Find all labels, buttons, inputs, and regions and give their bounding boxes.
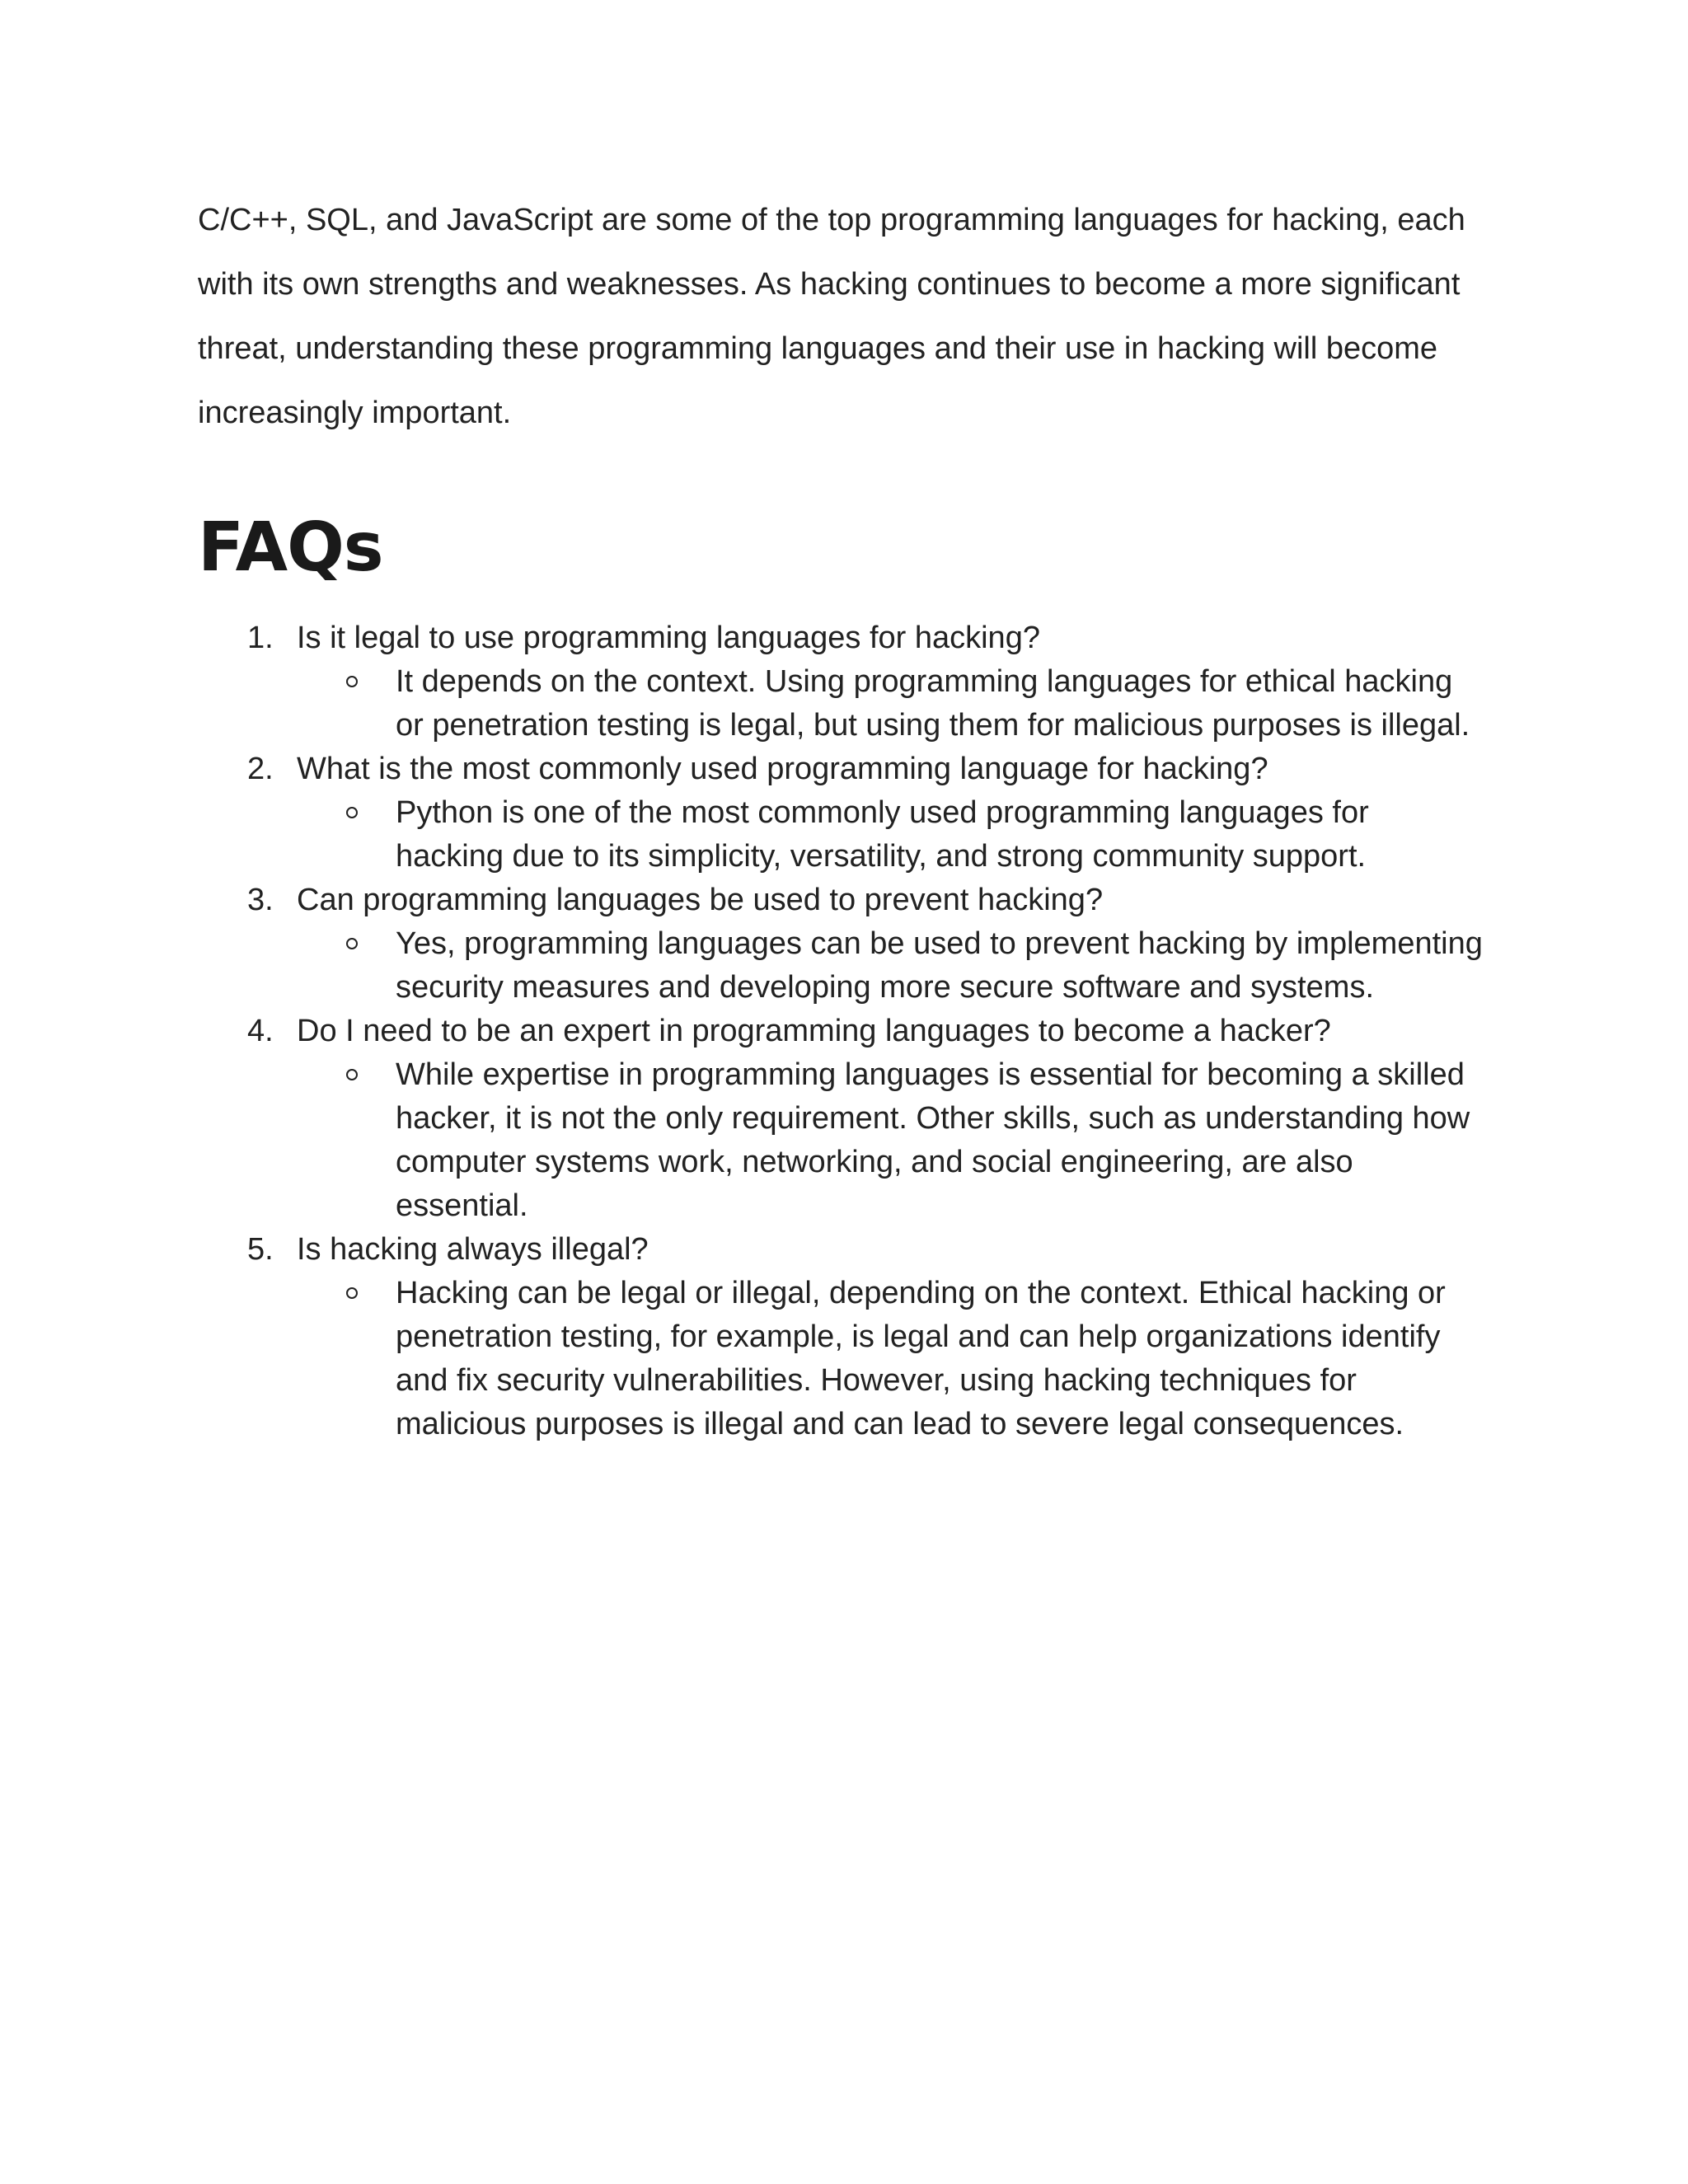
faq-question: Do I need to be an expert in programming languages to become a hacker? bbox=[297, 1014, 1331, 1048]
faq-answer-text: While expertise in programming languages is essential for becoming a skilled hacker, it is not the only requirement. Other skills, such as understanding how computer systems work, networking, and social engineering, are also essential. bbox=[396, 1057, 1470, 1223]
faq-answer bbox=[297, 660, 1484, 748]
faq-item bbox=[198, 879, 1484, 1010]
faq-answer-list bbox=[297, 1272, 1484, 1446]
faq-item bbox=[198, 616, 1484, 748]
faq-question: Is it legal to use programming languages for hacking? bbox=[297, 621, 1040, 655]
faq-answer-text: It depends on the context. Using programming languages for ethical hacking or penetration testing is legal, but using them for malicious purposes is illegal. bbox=[396, 664, 1470, 743]
faq-answer bbox=[297, 791, 1484, 879]
faq-question: Can programming languages be used to prevent hacking? bbox=[297, 883, 1104, 917]
faq-answer-list bbox=[297, 791, 1484, 879]
faq-item-number: 2. bbox=[247, 752, 274, 786]
document-body bbox=[198, 188, 1484, 1446]
hollow-circle-bullet-icon bbox=[346, 1069, 358, 1080]
faq-item-number: 3. bbox=[247, 883, 274, 917]
faq-answer bbox=[297, 922, 1484, 1010]
faq-question: Is hacking always illegal? bbox=[297, 1232, 649, 1267]
faq-answer bbox=[297, 1272, 1484, 1446]
faq-answer bbox=[297, 1053, 1484, 1228]
faq-answer-list bbox=[297, 1053, 1484, 1228]
faq-item bbox=[198, 748, 1484, 879]
faq-answer-text: Python is one of the most commonly used programming languages for hacking due to its simplicity, versatility, and strong community support. bbox=[396, 795, 1369, 874]
faq-item bbox=[198, 1010, 1484, 1228]
faq-answer-text: Hacking can be legal or illegal, depending on the context. Ethical hacking or penetration testing, for example, is legal and can help organizations identify and fix security vulnerabilities. However, using hacking techniques for malicious purposes is illegal and can lead to severe legal consequences. bbox=[396, 1276, 1446, 1441]
faq-item bbox=[198, 1228, 1484, 1446]
intro-paragraph: C/C++, SQL, and JavaScript are some of the top programming languages for hacking, each with its own strengths and weaknesses. As hacking continues to become a more significant threat, understanding these programming languages and their use in hacking will become increasingly important. bbox=[198, 203, 1465, 430]
faq-heading: FAQs bbox=[198, 509, 383, 587]
faq-list bbox=[198, 616, 1484, 1446]
faq-item-number: 4. bbox=[247, 1014, 274, 1048]
faq-question: What is the most commonly used programming language for hacking? bbox=[297, 752, 1268, 786]
faq-answer-text: Yes, programming languages can be used to prevent hacking by implementing security measures and developing more secure software and systems. bbox=[396, 926, 1483, 1005]
hollow-circle-bullet-icon bbox=[346, 676, 358, 687]
faq-item-number: 5. bbox=[247, 1232, 274, 1267]
faq-answer-list bbox=[297, 922, 1484, 1010]
hollow-circle-bullet-icon bbox=[346, 938, 358, 949]
hollow-circle-bullet-icon bbox=[346, 1287, 358, 1299]
faq-answer-list bbox=[297, 660, 1484, 748]
hollow-circle-bullet-icon bbox=[346, 807, 358, 818]
faq-item-number: 1. bbox=[247, 621, 274, 655]
